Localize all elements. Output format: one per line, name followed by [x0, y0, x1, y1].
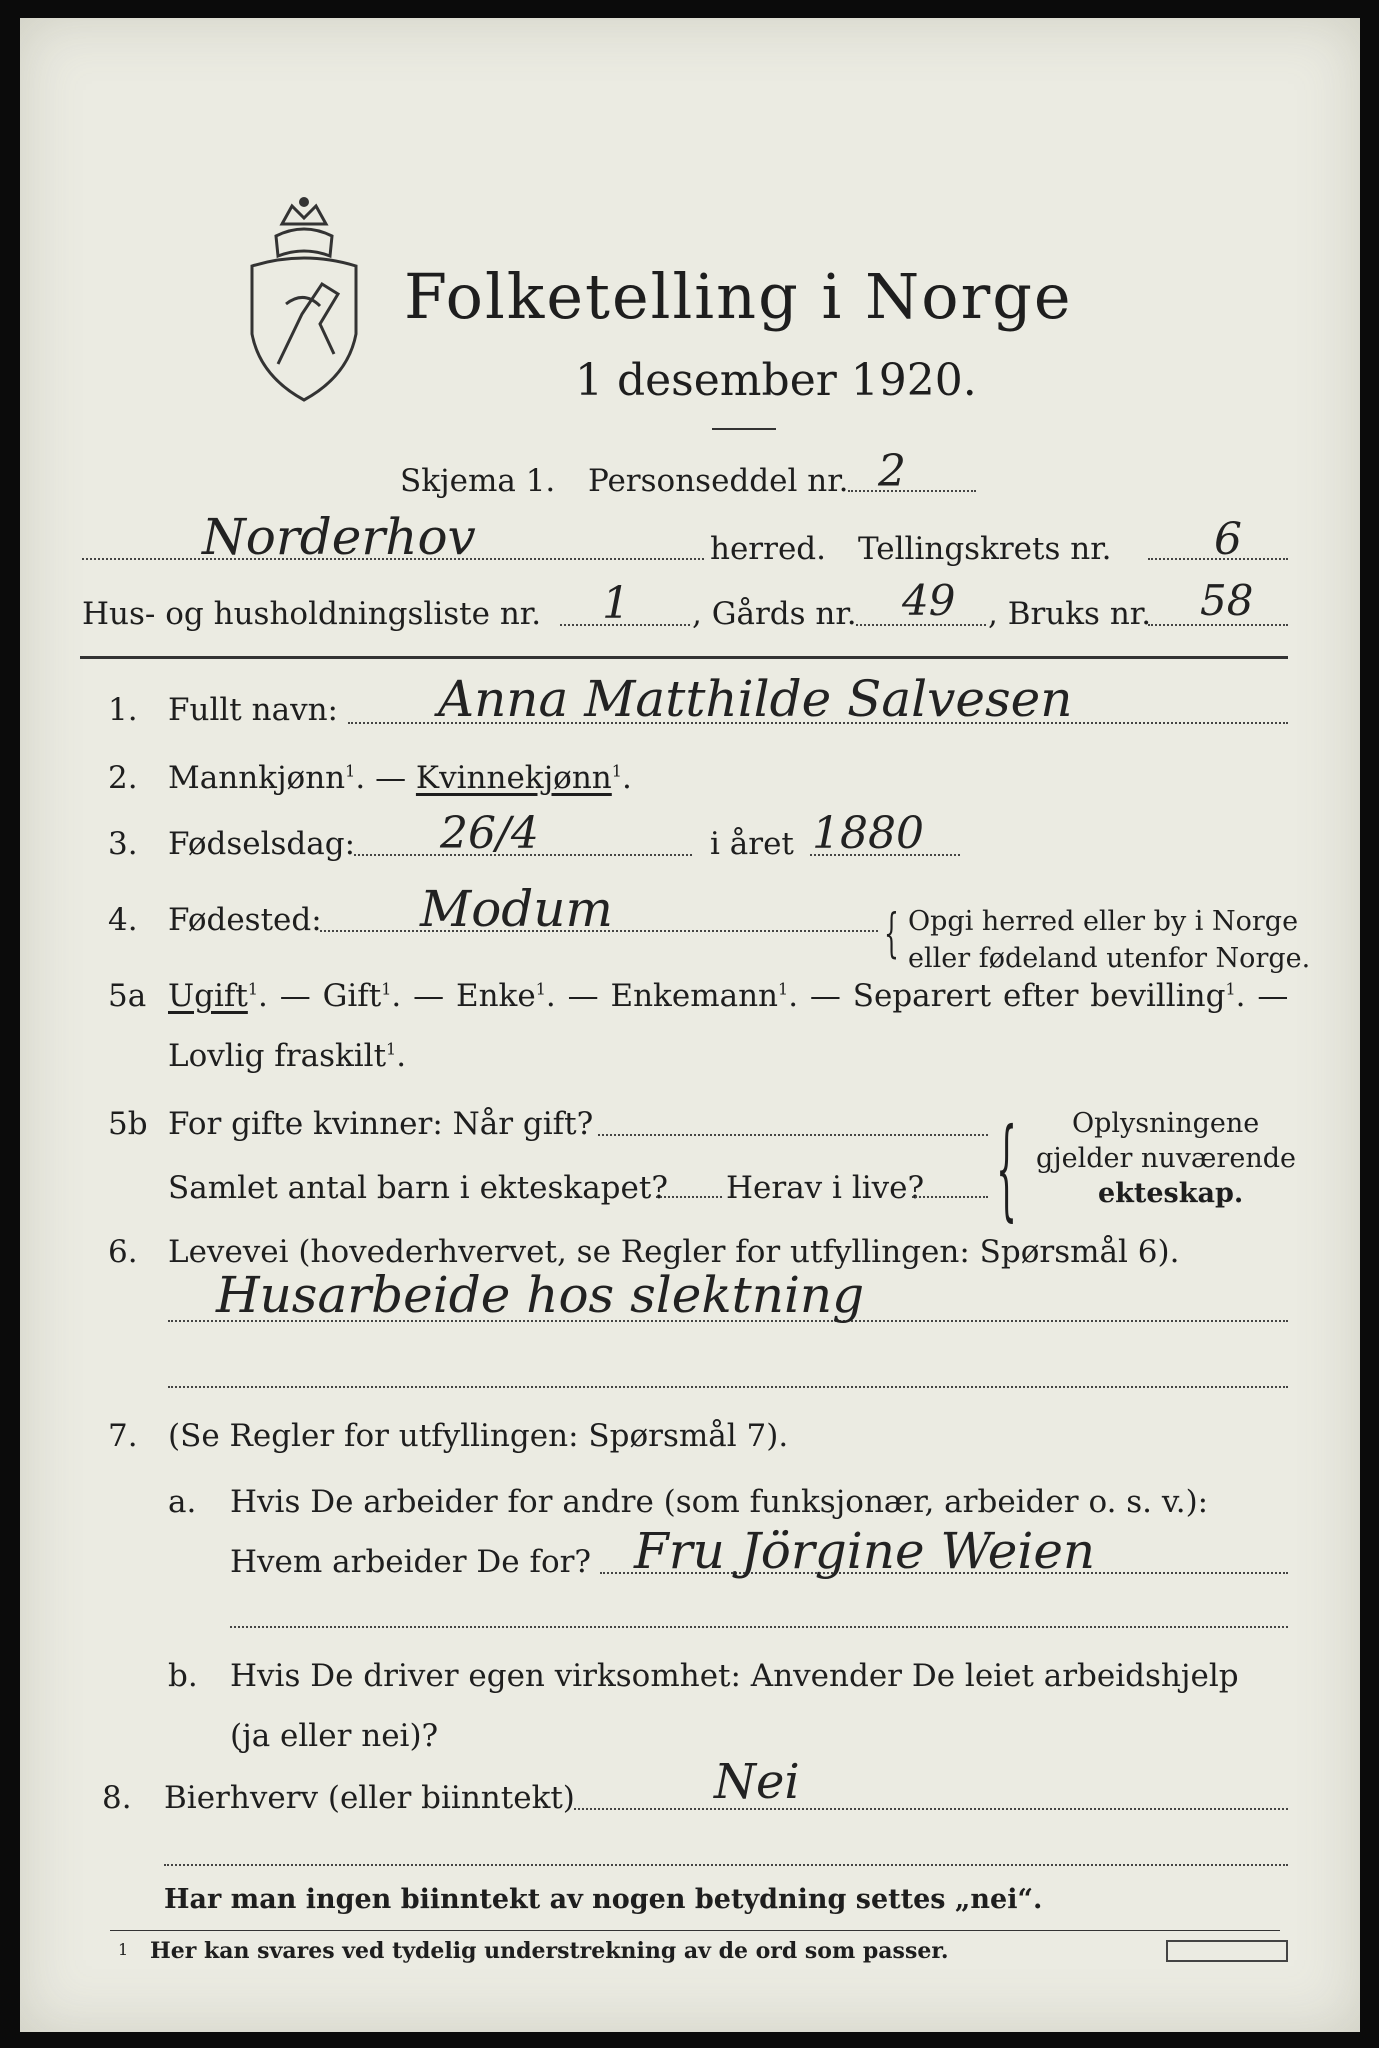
- q7a-value: Fru Jörgine Weien: [634, 1522, 1096, 1580]
- q5a-dot-3: .: [545, 978, 556, 1014]
- q4-note-1: Opgi herred eller by i Norge: [908, 906, 1299, 937]
- q5a-sup-2: 1: [381, 979, 392, 999]
- census-form: [20, 18, 1360, 2032]
- q7b-letter: b.: [168, 1658, 198, 1694]
- q7b-line-1: Hvis De driver egen virksomhet: Anvender De leiet arbeidshjelp: [230, 1658, 1239, 1694]
- header-rule: [80, 656, 1288, 659]
- footer-rule: [110, 1930, 1280, 1931]
- q2-options: [168, 760, 632, 796]
- q1-label: Fullt navn:: [168, 692, 338, 728]
- q4-value: Modum: [420, 880, 613, 938]
- q5a-sup-1: 1: [247, 979, 259, 999]
- coat-of-arms-icon: [238, 194, 370, 406]
- q1-value: Anna Matthilde Salvesen: [438, 670, 1073, 728]
- q7a-line-extra: [230, 1626, 1288, 1628]
- q5a-sup-5: 1: [1225, 979, 1236, 999]
- footnote-text: Her kan svares ved tydelig understrekning av de ord som passer.: [150, 1938, 949, 1964]
- q3-label: Fødselsdag:: [168, 826, 356, 862]
- q8-label: Bierhverv (eller biinntekt): [164, 1780, 575, 1816]
- q2-sup-b: 1: [611, 761, 622, 781]
- q4-note-2: eller fødeland utenfor Norge.: [908, 943, 1311, 974]
- q5a-end: . —: [1235, 978, 1289, 1014]
- personseddel-label: Personseddel nr.: [588, 463, 849, 499]
- q5b-label-1: For gifte kvinner: Når gift?: [168, 1106, 594, 1142]
- q3-year-value: 1880: [812, 808, 924, 859]
- q8-line: [574, 1808, 1288, 1810]
- q5b-number: 5b: [108, 1106, 148, 1142]
- q4-brace: {: [884, 904, 899, 964]
- hus-label: Hus- og husholdningsliste nr.: [82, 596, 542, 632]
- q5b-label-2: Samlet antal barn i ekteskapet?: [168, 1170, 668, 1206]
- q7b-line-2: (ja eller nei)?: [230, 1718, 439, 1754]
- q2-kvinnekjonn: Kvinnekjønn: [415, 760, 612, 796]
- hus-value: 1: [602, 578, 630, 629]
- q5a-lovlig-label: Lovlig fraskilt: [168, 1038, 387, 1074]
- q6-line-2: [168, 1386, 1288, 1388]
- q5b-barn-line: [656, 1196, 722, 1198]
- q2-separator: —: [375, 760, 407, 796]
- q8-line-extra: [164, 1864, 1288, 1866]
- schema-label: Skjema 1.: [400, 463, 556, 499]
- title-divider: [712, 428, 776, 430]
- q5a-gift: — Gift: [279, 978, 382, 1014]
- q7a-letter: a.: [168, 1484, 197, 1520]
- q5a-options: [168, 978, 1288, 1014]
- bruks-value: 58: [1200, 576, 1254, 625]
- q7-label: (Se Regler for utfyllingen: Spørsmål 7).: [168, 1418, 789, 1454]
- q3-number: 3.: [108, 826, 138, 862]
- q7a-line-1: Hvis De arbeider for andre (som funksjonær, arbeider o. s. v.):: [230, 1484, 1209, 1520]
- q3-day-value: 26/4: [440, 808, 539, 859]
- q2-mannkjonn: Mannkjønn: [168, 760, 346, 796]
- q5a-number: 5a: [108, 978, 147, 1014]
- q7a-line-2: Hvem arbeider De for?: [230, 1544, 592, 1580]
- q8-value: Nei: [714, 1754, 800, 1810]
- q5a-enke: — Enke: [413, 978, 536, 1014]
- q5a-sup-6: 1: [386, 1039, 397, 1059]
- q2-dot-a: .: [355, 760, 366, 796]
- gards-value: 49: [902, 576, 956, 625]
- q2-dot-b: .: [621, 760, 632, 796]
- q5b-live-line: [912, 1196, 988, 1198]
- q5b-note-3: ekteskap.: [1098, 1178, 1244, 1209]
- gards-label: , Gårds nr.: [692, 596, 857, 632]
- q1-number: 1.: [108, 692, 138, 728]
- herred-value: Norderhov: [202, 508, 476, 566]
- q2-sup-a: 1: [345, 761, 356, 781]
- q4-number: 4.: [108, 902, 138, 938]
- q5b-brace: {: [996, 1104, 1017, 1232]
- q5b-label-3: Herav i live?: [726, 1170, 925, 1206]
- tellingskrets-value: 6: [1214, 514, 1242, 565]
- q5b-note-2: gjelder nuværende: [1036, 1143, 1296, 1174]
- personseddel-line: [848, 490, 976, 492]
- q5a-sup-4: 1: [778, 979, 789, 999]
- form-date: 1 desember 1920.: [575, 355, 977, 406]
- q8-number: 8.: [102, 1780, 132, 1816]
- q5a-separert: — Separert efter bevilling: [809, 978, 1226, 1014]
- q3-year-label: i året: [710, 826, 794, 862]
- q6-number: 6.: [108, 1234, 138, 1270]
- tellingskrets-label: Tellingskrets nr.: [858, 531, 1112, 567]
- q5a-lovlig: [168, 1038, 406, 1074]
- printer-stamp: [1166, 1940, 1288, 1962]
- q6-value: Husarbeide hos slektning: [216, 1266, 865, 1324]
- q5b-gift-line: [598, 1134, 988, 1136]
- q7-number: 7.: [108, 1418, 138, 1454]
- q5b-note-1: Oplysningene: [1072, 1108, 1260, 1139]
- q5a-dot-6: .: [396, 1038, 407, 1074]
- footer-note: Har man ingen biinntekt av nogen betydning settes „nei“.: [164, 1884, 1043, 1915]
- q6-label: Levevei (hovederhvervet, se Regler for utfyllingen: Spørsmål 6).: [168, 1234, 1180, 1270]
- personseddel-value: 2: [878, 446, 906, 497]
- form-title: Folketelling i Norge: [404, 260, 1073, 333]
- q5a-enkemann: — Enkemann: [567, 978, 778, 1014]
- q5a-ugift: Ugift: [168, 978, 248, 1014]
- q5a-sup-3: 1: [535, 979, 546, 999]
- q2-number: 2.: [108, 760, 138, 796]
- q5a-dot-4: .: [788, 978, 799, 1014]
- q5a-dot-2: .: [391, 978, 402, 1014]
- footnote-mark: 1: [118, 1940, 129, 1959]
- bruks-label: , Bruks nr.: [988, 596, 1152, 632]
- q4-label: Fødested:: [168, 902, 322, 938]
- q5a-dot-1: .: [258, 978, 268, 1014]
- herred-label: herred.: [710, 531, 826, 567]
